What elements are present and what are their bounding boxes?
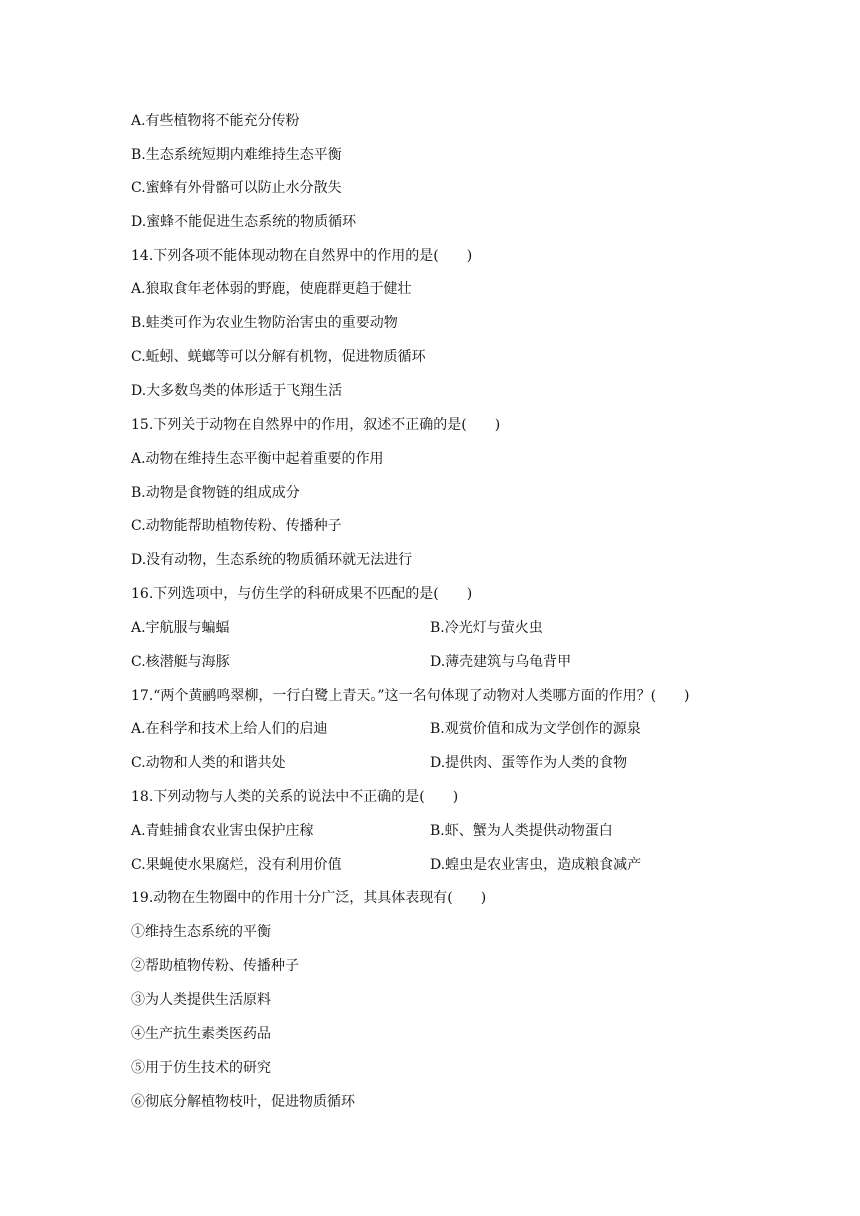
q14-stem: 14.下列各项不能体现动物在自然界中的作用的是( ) (131, 248, 473, 264)
q15-option-d: D.没有动物，生态系统的物质循环就无法进行 (131, 552, 413, 568)
q17-option-d: D.提供肉、蛋等作为人类的食物 (430, 755, 628, 771)
q19-item-6: ⑥彻底分解植物枝叶，促进物质循环 (131, 1094, 355, 1110)
q19-stem: 19.动物在生物圈中的作用十分广泛，其具体表现有( ) (131, 890, 487, 906)
q13-option-d: D.蜜蜂不能促进生态系统的物质循环 (131, 214, 357, 230)
q16-option-b: B.冷光灯与萤火虫 (430, 620, 543, 636)
q18-option-c: C.果蝇使水果腐烂，没有利用价值 (131, 857, 342, 873)
q18-stem: 18.下列动物与人类的关系的说法中不正确的是( ) (131, 789, 459, 805)
q18-option-d: D.蝗虫是农业害虫，造成粮食减产 (430, 857, 642, 873)
q15-stem: 15.下列关于动物在自然界中的作用，叙述不正确的是( ) (131, 417, 501, 433)
q16-option-c: C.核潜艇与海豚 (131, 654, 230, 670)
q19-item-3: ③为人类提供生活原料 (131, 992, 271, 1008)
q14-option-a: A.狼取食年老体弱的野鹿，使鹿群更趋于健壮 (131, 281, 412, 297)
q15-option-a: A.动物在维持生态平衡中起着重要的作用 (131, 451, 384, 467)
q19-item-4: ④生产抗生素类医药品 (131, 1026, 271, 1042)
q14-option-d: D.大多数鸟类的体形适于飞翔生活 (131, 383, 343, 399)
q17-stem: 17.“两个黄鹂鸣翠柳，一行白鹭上青天。”这一名句体现了动物对人类哪方面的作用？( ) (131, 688, 690, 704)
q17-option-c: C.动物和人类的和谐共处 (131, 755, 286, 771)
q16-option-d: D.薄壳建筑与乌龟背甲 (430, 654, 572, 670)
q14-option-c: C.蚯蚓、蜣螂等可以分解有机物，促进物质循环 (131, 349, 426, 365)
q18-option-b: B.虾、蟹为人类提供动物蛋白 (430, 823, 613, 839)
q15-option-b: B.动物是食物链的组成成分 (131, 485, 300, 501)
q14-option-b: B.蛙类可作为农业生物防治害虫的重要动物 (131, 315, 398, 331)
q15-option-c: C.动物能帮助植物传粉、传播种子 (131, 518, 342, 534)
q19-item-1: ①维持生态系统的平衡 (131, 924, 271, 940)
q18-option-a: A.青蛙捕食农业害虫保护庄稼 (131, 823, 314, 839)
q13-option-b: B.生态系统短期内难维持生态平衡 (131, 147, 342, 163)
q19-item-5: ⑤用于仿生技术的研究 (131, 1060, 271, 1076)
q13-option-c: C.蜜蜂有外骨骼可以防止水分散失 (131, 180, 342, 196)
q16-stem: 16.下列选项中，与仿生学的科研成果不匹配的是( ) (131, 586, 473, 602)
q13-option-a: A.有些植物将不能充分传粉 (131, 113, 300, 129)
q16-option-a: A.宇航服与蝙蝠 (131, 620, 230, 636)
q17-option-a: A.在科学和技术上给人们的启迪 (131, 721, 328, 737)
q19-item-2: ②帮助植物传粉、传播种子 (131, 958, 299, 974)
q17-option-b: B.观赏价值和成为文学创作的源泉 (430, 721, 641, 737)
